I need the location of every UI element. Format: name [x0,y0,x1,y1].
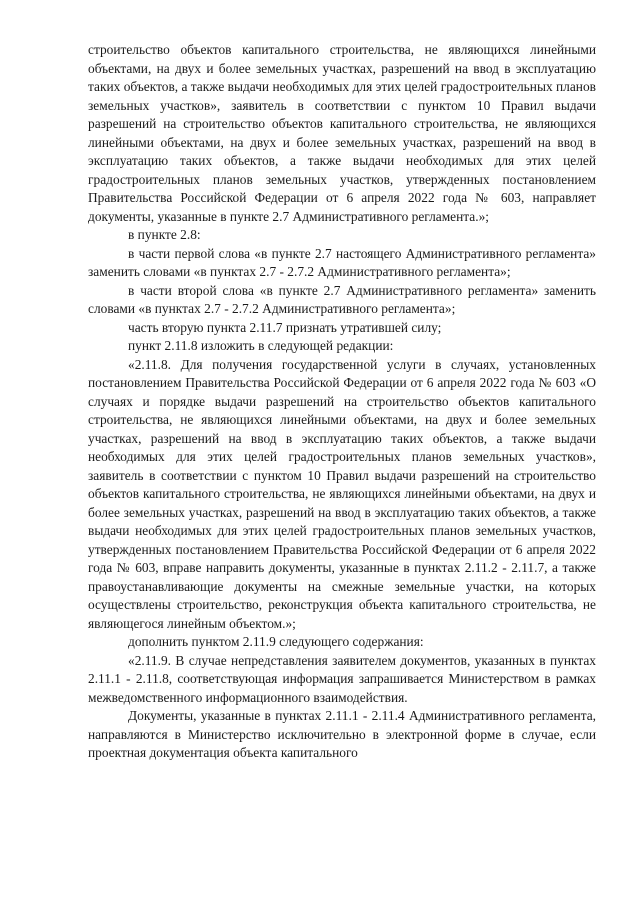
paragraph-repeal: часть вторую пункта 2.11.7 признать утратившей силу; [128,319,442,335]
paragraph-part-two: в части второй слова «в пункте 2.7 Административного регламента» заменить словами «в пунктах 2.7 - 2.7.2 Административного регламента»; [88,282,596,316]
paragraph-restate-intro: пункт 2.11.8 изложить в следующей редакции: [128,338,394,353]
paragraph-continuation: строительство объектов капитального строительства, не являющихся линейными объектами, на двух и более земельных участках, разрешений на ввод в эксплуатацию таких объектов, а также выдачи необходимых для этих целей градостроительных планов земельных участков», заявитель в соответствии с пунктом 10 Правил выдачи разрешений на строительство объектов капитального строительства, не являющихся линейными объектами, на двух и более земельных участках, разрешений на ввод в эксплуатацию таких объектов, а также выдачи необходимых для этих целей градостроительных планов земельных участков, утвержденных постановлением Правительства Российской Федерации от 6 апреля 2022 года № 603, направляет документы, указанные в пункте 2.7 Административного регламента.»; [88,42,596,224]
paragraph-2-11-9: «2.11.9. В случае непредставления заявителем документов, указанных в пунктах 2.11.1 - 2.11.8, соответствующая информация запрашивается Министерством в рамках межведомственного информационного взаимодействия. [88,652,596,705]
paragraph-part-one: в части первой слова «в пункте 2.7 настоящего Административного регламента» заменить словами «в пунктах 2.7 - 2.7.2 Административного регламента»; [88,245,596,279]
document-page [88,41,596,763]
paragraph-add-intro: дополнить пунктом 2.11.9 следующего содержания: [128,634,424,649]
paragraph-documents: Документы, указанные в пунктах 2.11.1 - 2.11.4 Административного регламента, направляются в Министерство исключительно в электронной форме в случае, если проектная документация объекта капитального [88,708,596,760]
paragraph-2-11-8: «2.11.8. Для получения государственной услуги в случаях, установленных постановлением Правительства Российской Федерации от 6 апреля 2022 года № 603 «О случаях и порядке выдачи разрешений на строительство объектов капитального строительства, не являющихся линейными объектами, на двух и более земельных участках, разрешений на ввод в эксплуатацию таких объектов, а также выдачи необходимых для этих целей градостроительных планов земельных участков», заявитель в соответствии с пунктом 10 Правил выдачи разрешений на строительство объектов капитального строительства, не являющихся линейными объектами, на двух и более земельных участках, разрешений на ввод в эксплуатацию таких объектов, а также выдачи необходимых для этих целей градостроительных планов земельных участков, утвержденных постановлением Правительства Российской Федерации от 6 апреля 2022 года № 603, вправе направить документы, указанные в пунктах 2.11.2 - 2.11.7, а также правоустанавливающие документы на смежные земельные участки, на которых осуществлены строительство, реконструкция объекта капитального строительства, не являющегося линейным объектом.»; [88,356,596,631]
paragraph-item-2-8: в пункте 2.8: [128,227,201,242]
